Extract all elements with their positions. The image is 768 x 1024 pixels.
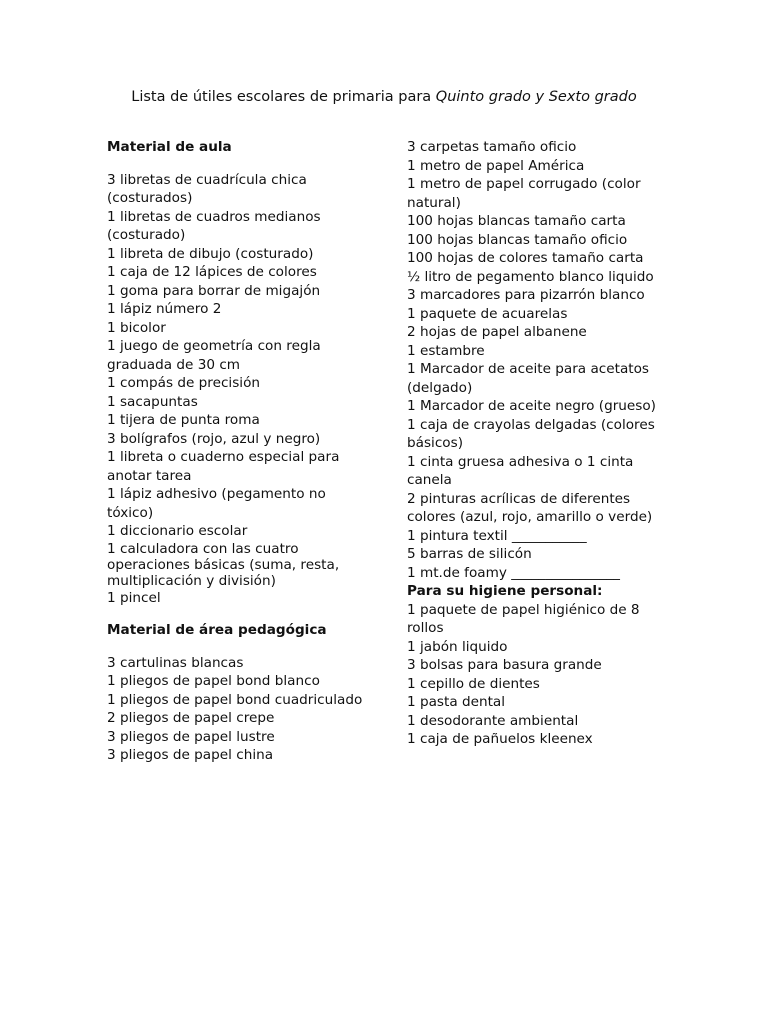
list-item: 3 carpetas tamaño oficio: [407, 139, 577, 155]
list-item: 1 pliegos de papel bond cuadriculado: [107, 691, 363, 708]
section-heading-material-pedagogica: Material de área pedagógica: [107, 622, 327, 638]
list-item: 1 estambre: [407, 342, 485, 359]
list-item: 1 cepillo de dientes: [407, 675, 540, 692]
list-material-aula: [107, 171, 369, 608]
list-item: 1 libreta de dibujo (costurado): [107, 245, 314, 262]
list-item: 1 caja de crayolas delgadas (colores básicos): [407, 416, 655, 451]
list-item: 3 marcadores para pizarrón blanco: [407, 287, 645, 303]
list-item: 1 calculadora con las cuatro operaciones básicas (suma, resta, multiplicación y división): [107, 540, 340, 589]
list-item: 1 pincel: [107, 589, 161, 606]
title-italic: Quinto grado y Sexto grado: [435, 89, 637, 105]
list-item: 1 caja de 12 lápices de colores: [107, 264, 317, 280]
list-item: 1 tijera de punta roma: [107, 412, 260, 428]
list-item: 1 metro de papel América: [407, 157, 585, 174]
list-item: 2 pliegos de papel crepe: [107, 710, 275, 726]
section-heading-higiene-personal: Para su higiene personal:: [407, 583, 603, 599]
left-column: [107, 138, 369, 765]
list-item: 1 mt.de foamy ________________: [407, 564, 620, 581]
section-heading-material-aula: Material de aula: [107, 139, 232, 155]
list-item: 1 metro de papel corrugado (color natural): [407, 176, 641, 211]
list-item: 5 barras de silicón: [407, 546, 532, 562]
list-item: 1 paquete de papel higiénico de 8 rollos: [407, 601, 640, 636]
list-item: 3 cartulinas blancas: [107, 654, 244, 671]
list-item: 1 bicolor: [107, 319, 166, 336]
list-item: 1 Marcador de aceite para acetatos (delgado): [407, 361, 650, 396]
list-item: 1 libreta o cuaderno especial para anotar tarea: [107, 449, 340, 484]
list-item: 1 libretas de cuadros medianos (costurado): [107, 208, 321, 243]
list-item: 1 diccionario escolar: [107, 523, 248, 539]
list-item: 1 compás de precisión: [107, 375, 261, 391]
list-item: 3 bolígrafos (rojo, azul y negro): [107, 430, 321, 447]
list-material-continuacion: [407, 138, 672, 582]
list-item: 1 lápiz adhesivo (pegamento no tóxico): [107, 486, 326, 521]
document-title: [110, 88, 658, 107]
list-item: 1 pasta dental: [407, 694, 506, 710]
list-item: 3 pliegos de papel lustre: [107, 728, 275, 745]
list-item: 1 paquete de acuarelas: [407, 305, 568, 322]
right-column: [407, 138, 672, 749]
title-prefix: Lista de útiles escolares de primaria para: [131, 89, 436, 105]
list-item: 3 bolsas para basura grande: [407, 657, 602, 673]
list-higiene-personal: [407, 601, 672, 749]
list-item: 2 pinturas acrílicas de diferentes colores (azul, rojo, amarillo o verde): [407, 490, 653, 525]
list-item: 100 hojas de colores tamaño carta: [407, 250, 644, 266]
list-item: 1 lápiz número 2: [107, 301, 222, 317]
list-item: 100 hojas blancas tamaño oficio: [407, 231, 628, 248]
list-item: 1 pliegos de papel bond blanco: [107, 673, 320, 689]
list-item: 1 Marcador de aceite negro (grueso): [407, 398, 656, 414]
list-item: 100 hojas blancas tamaño carta: [407, 213, 626, 229]
list-item: 1 goma para borrar de migajón: [107, 282, 321, 299]
list-item: 1 juego de geometría con regla graduada de 30 cm: [107, 338, 321, 373]
list-item: 3 pliegos de papel china: [107, 747, 274, 763]
list-item: ½ litro de pegamento blanco liquido: [407, 268, 654, 285]
list-item: 1 pintura textil ___________: [407, 527, 587, 544]
list-item: 2 hojas de papel albanene: [407, 324, 587, 340]
list-item: 3 libretas de cuadrícula chica (costurados): [107, 171, 307, 206]
list-item: 1 caja de pañuelos kleenex: [407, 731, 593, 747]
list-item: 1 jabón liquido: [407, 638, 508, 655]
list-material-pedagogica: [107, 654, 369, 765]
list-item: 1 cinta gruesa adhesiva o 1 cinta canela: [407, 453, 634, 488]
list-item: 1 sacapuntas: [107, 393, 198, 410]
list-item: 1 desodorante ambiental: [407, 712, 579, 729]
